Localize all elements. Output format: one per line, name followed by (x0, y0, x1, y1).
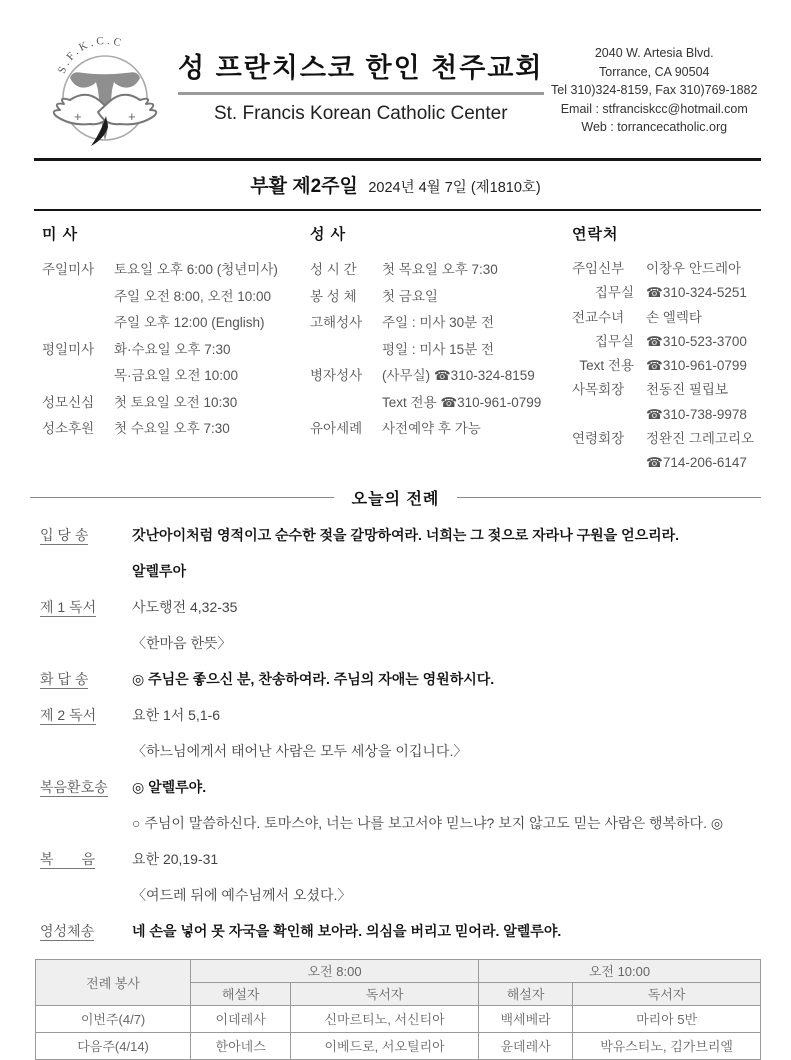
mass-row: 평일미사 화·수요일 오후 7:30 (42, 341, 231, 357)
sacrament-row: 유아세례 사전예약 후 가능 (310, 421, 481, 436)
contact-row: 전교수녀 손 엘렉타 (572, 309, 702, 325)
week-cell: 이번주(4/7) (36, 1005, 191, 1032)
liturgy-section (0, 511, 791, 949)
mass-row: 주일 오후 12:00 (English) (114, 315, 265, 330)
name-divider (178, 92, 544, 95)
liturgy-entry: 영성체송 네 손을 넣어 못 자국을 확인해 보아라. 의심을 버리고 믿어라. 알렐루야. (40, 922, 562, 939)
table-group-10am: 오전 10:00 (478, 959, 760, 982)
subheader-lector: 독서자 (573, 982, 761, 1005)
subheader-lector: 독서자 (291, 982, 479, 1005)
church-name-english: St. Francis Korean Catholic Center (213, 103, 508, 124)
liturgy-entry: 제 1 독서 사도행전 4,32-35 〈한마음 한뜻〉 (40, 598, 238, 651)
logo-arc-text: S.F.K.C.C (55, 34, 126, 76)
contacts-section (572, 223, 754, 476)
week-cell: 다음주(4/14) (36, 1032, 191, 1059)
address-line2: Torrance, CA 90504 (599, 64, 710, 79)
phone-fax-line: Tel 310)324-8159, Fax 310)769-1882 (551, 83, 758, 97)
liturgy-entry: 복음환호송 ◎ 알렐루야. ○ 주님이 말씀하신다. 토마스야, 너는 나를 보고서야 믿느냐? 보지 않고도 믿는 사람은 행복하다. ◎ (40, 778, 724, 831)
bulletin-title (0, 161, 791, 209)
liturgy-heading-divider (30, 486, 761, 509)
mass-row: 목·금요일 오전 10:00 (114, 368, 239, 383)
svg-text:+: + (74, 109, 82, 124)
divider-line-right (457, 497, 761, 498)
sacrament-row: 봉 성 체 첫 금요일 (310, 288, 438, 304)
church-logo (46, 32, 164, 154)
svg-text:S.F.K.C.C (56, 35, 125, 76)
sacraments-section (310, 223, 572, 476)
email-line: Email : stfranciskcc@hotmail.com (560, 101, 748, 116)
contact-row: Text 전용 ☎310-961-0799 (579, 358, 747, 374)
table-corner-cell: 전례 봉사 (36, 959, 191, 1005)
mass-row: 주일 오전 8:00, 오전 10:00 (114, 288, 272, 304)
contact-row: 사목회장 천동진 필립보 (572, 382, 728, 398)
contact-row: 연령회장 정완진 그레고리오 (572, 431, 755, 447)
web-line: Web : torrancecatholic.org (581, 120, 728, 134)
liturgy-entry: 제 2 독서 요한 1서 5,1-6 〈하느님에게서 태어난 사람은 모두 세상을 이깁니다.〉 (40, 706, 468, 759)
sacrament-row: Text 전용 ☎310-961-0799 (382, 394, 542, 410)
contact-row: 집무실 ☎310-523-3700 (594, 333, 747, 349)
church-name-block (178, 46, 544, 125)
mass-row: 성모신심 첫 토요일 오전 10:30 (42, 394, 238, 410)
issue-date: 2024년 4월 7일 (제1810호) (368, 180, 541, 196)
divider-line-left (30, 497, 334, 498)
header-contact (544, 44, 766, 137)
mass-row: 성소후원 첫 수요일 오후 7:30 (42, 421, 230, 436)
table-row: 다음주(4/14) 한아네스 이베드로, 서오틸리아 윤데레사 박유스티노, 김가브리엘 (36, 1032, 761, 1059)
subheader-commentator: 해설자 (191, 982, 291, 1005)
liturgy-heading: 오늘의 전례 (351, 490, 440, 508)
sacraments-heading: 성 사 (310, 226, 347, 243)
mass-row: 주일미사 토요일 오후 6:00 (청년미사) (42, 262, 278, 277)
sacrament-row: 평일 : 미사 15분 전 (382, 341, 495, 357)
contact-row: 주임신부 이창우 안드레아 (572, 261, 742, 276)
mass-section (42, 223, 310, 476)
table-row: 이번주(4/7) 이데레사 신마르티노, 서신티아 백세베라 마리아 5반 (36, 1005, 761, 1032)
liturgy-entry: 복 음 요한 20,19-31 〈여드레 뒤에 예수님께서 오셨다.〉 (40, 850, 352, 903)
svg-text:+: + (128, 109, 136, 124)
liturgy-entry: 화 답 송 ◎ 주님은 좋으신 분, 찬송하여라. 주님의 자애는 영원하시다. (40, 670, 495, 687)
franciscan-tau-emblem (46, 32, 164, 154)
mass-heading: 미 사 (42, 226, 79, 243)
contact-row: ☎714-206-6147 (646, 455, 747, 471)
feast-title: 부활 제2주일 (250, 176, 358, 197)
sacrament-row: 고해성사 주일 : 미사 30분 전 (310, 315, 495, 330)
church-name-korean: 성 프란치스코 한인 천주교회 (178, 53, 544, 83)
address-line1: 2040 W. Artesia Blvd. (594, 46, 714, 60)
liturgy-entry: 입 당 송 갓난아이처럼 영적이고 순수한 젖을 갈망하여라. 너희는 그 젖으로 자라나 구원을 얻으리라. 알렐루아 (40, 526, 680, 579)
contacts-heading: 연락처 (572, 226, 619, 243)
liturgy-service-table (35, 959, 761, 1060)
table-group-8am: 오전 8:00 (191, 959, 479, 982)
contact-row: ☎310-738-9978 (646, 406, 747, 422)
info-columns (0, 211, 791, 476)
contact-row: 집무실 ☎310-324-5251 (594, 285, 747, 301)
sacrament-row: 성 시 간 첫 목요일 오후 7:30 (310, 262, 498, 277)
subheader-commentator: 해설자 (478, 982, 572, 1005)
sacrament-row: 병자성사 (사무실) ☎310-324-8159 (310, 368, 535, 383)
table-group-header-row (36, 959, 761, 982)
header (0, 32, 791, 154)
